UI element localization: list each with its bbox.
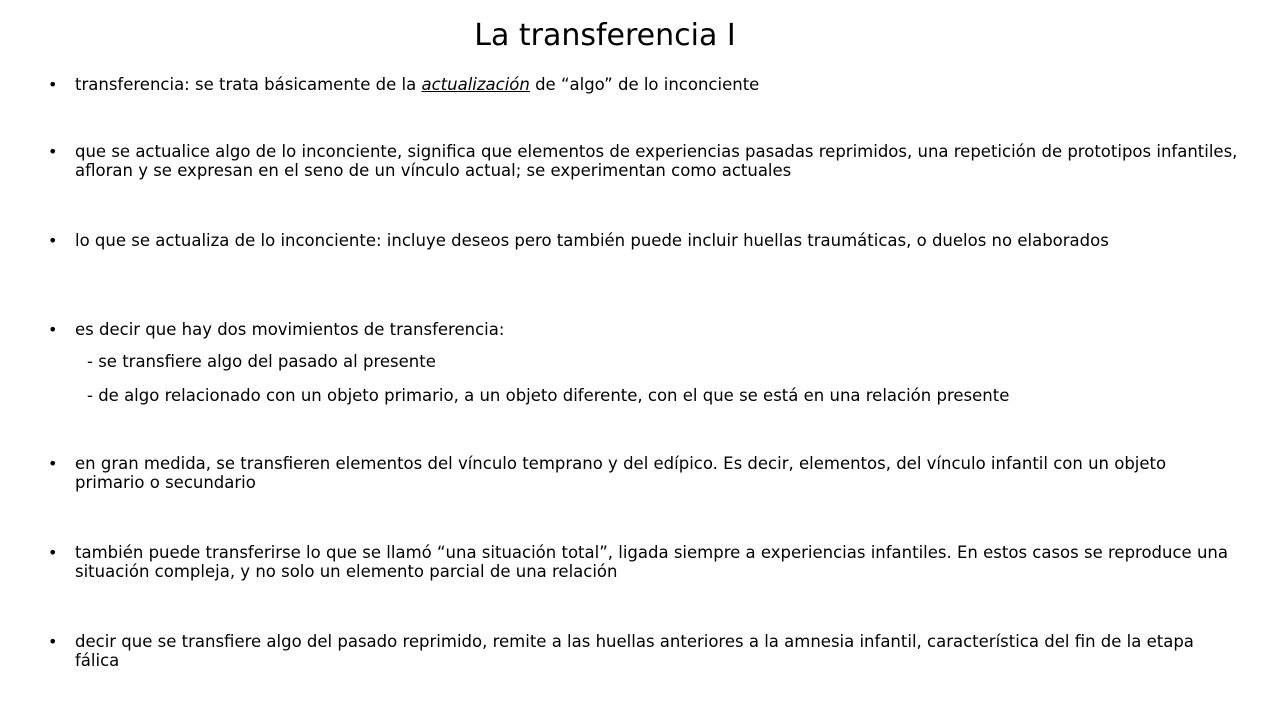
bullet-marker: • xyxy=(48,543,58,562)
slide-title: La transferencia I xyxy=(474,18,736,53)
bullet-text-before: transferencia: se trata básicamente de la xyxy=(75,75,422,94)
bullet-text: lo que se actualiza de lo inconciente: incluye deseos pero también puede incluir huellas traumáticas, o duelos no elaborados xyxy=(75,231,1109,250)
bullet-marker: • xyxy=(48,142,58,161)
bullet-text-after: de “algo” de lo inconciente xyxy=(529,75,760,94)
bullet-marker: • xyxy=(48,231,58,250)
bullet-marker: • xyxy=(48,632,58,651)
bullet-marker: • xyxy=(48,454,58,473)
sub-item-2: - de algo relacionado con un objeto primario, a un objeto diferente, con el que se está en una relación presente xyxy=(87,386,1010,405)
bullet-text: que se actualice algo de lo inconciente, significa que elementos de experiencias pasadas reprimidos, una repetición de prototipos infantiles, afloran y se expresan en el seno de un vínculo actual; se experimentan como actuales xyxy=(75,142,1238,180)
bullet-marker: • xyxy=(48,75,58,94)
bullet-text xyxy=(75,75,1238,94)
sub-item-1: - se transfiere algo del pasado al presente xyxy=(87,352,436,371)
bullet-text-emphasis: actualización xyxy=(421,75,530,94)
bullet-text: en gran medida, se transfieren elementos del vínculo temprano y del edípico. Es decir, elementos, del vínculo infantil con un objeto primario o secundario xyxy=(75,454,1167,492)
bullet-text: también puede transferirse lo que se llamó “una situación total”, ligada siempre a experiencias infantiles. En estos casos se reproduce una situación compleja, y no solo un elemento parcial de una relación xyxy=(75,543,1228,581)
bullet-marker: • xyxy=(48,320,58,339)
bullet-text: es decir que hay dos movimientos de transferencia: xyxy=(75,320,505,339)
bullet-text: decir que se transfiere algo del pasado reprimido, remite a las huellas anteriores a la amnesia infantil, característica del fin de la etapa fálica xyxy=(75,632,1194,670)
